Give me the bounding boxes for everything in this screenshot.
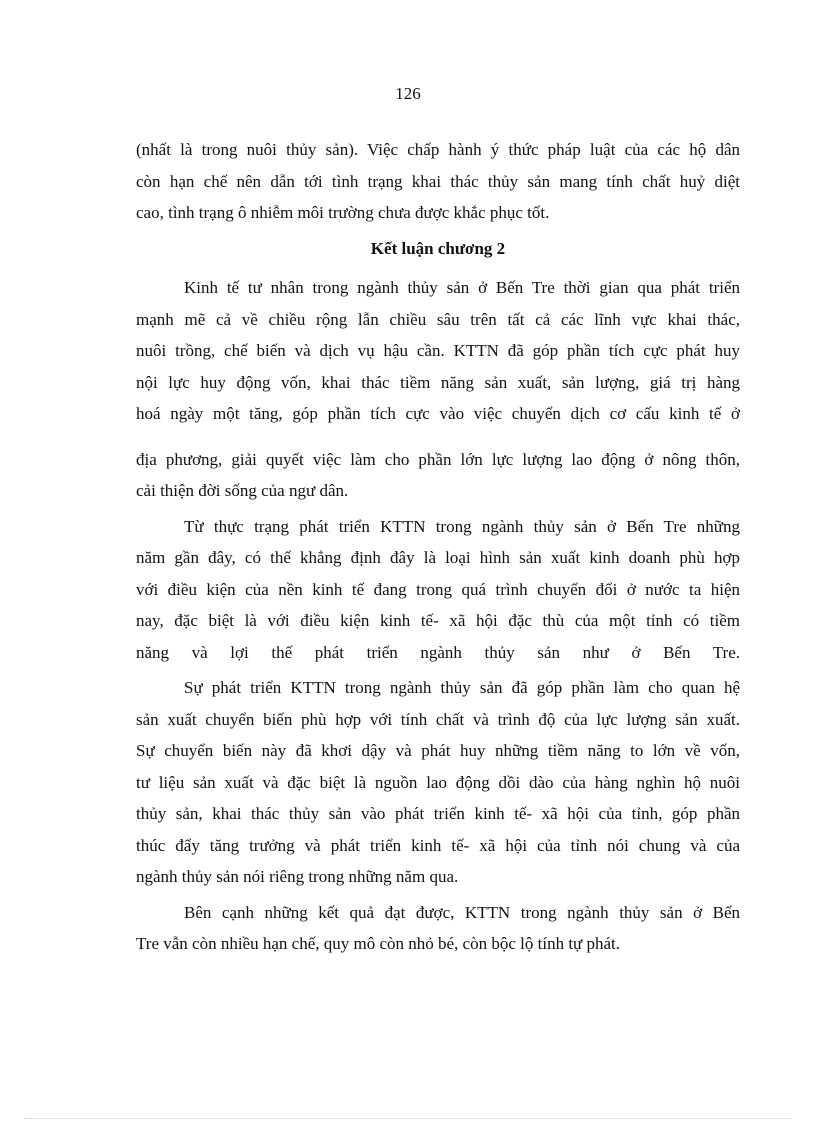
- text-line: năng và lợi thế phát triển ngành thủy sản như ở Bến Tre.: [136, 642, 740, 662]
- text-line: địa phương, giải quyết việc làm cho phần lớn lực lượng lao động ở nông thôn,: [136, 449, 740, 469]
- text-line: cải thiện đời sống của ngư dân.: [136, 481, 349, 500]
- section-heading: Kết luận chương 2: [370, 238, 506, 258]
- text-line: nay, đặc biệt là với điều kiện kinh tế- xã hội đặc thù của một tỉnh có tiềm: [136, 611, 740, 630]
- text-line: hoá ngày một tăng, góp phần tích cực vào việc chuyển dịch cơ cấu kinh tế ở: [136, 404, 740, 423]
- paragraph-4: [136, 897, 740, 960]
- paragraph-3: [136, 672, 740, 893]
- text-line: cao, tình trạng ô nhiễm môi trường chưa được khắc phục tốt.: [136, 203, 550, 222]
- text-line: Từ thực trạng phát triển KTTN trong ngành thủy sản ở Bến Tre những: [184, 516, 740, 536]
- page-body: [136, 134, 740, 964]
- text-line: sản xuất chuyển biến phù hợp với tính chất và trình độ của lực lượng sản xuất.: [136, 709, 740, 729]
- text-line: ngành thủy sản nói riêng trong những năm qua.: [136, 867, 459, 886]
- text-line: Bên cạnh những kết quả đạt được, KTTN trong ngành thủy sản ở Bến: [184, 902, 740, 922]
- text-line: (nhất là trong nuôi thủy sản). Việc chấp hành ý thức pháp luật của các hộ dân: [136, 140, 740, 159]
- page-number: 126: [395, 84, 421, 103]
- text-line: nội lực huy động vốn, khai thác tiềm năng sản xuất, sản lượng, giá trị hàng: [136, 372, 740, 392]
- text-line: nuôi trồng, chế biến và dịch vụ hậu cần. KTTN đã góp phần tích cực phát huy: [136, 341, 740, 360]
- text-line: năm gần đây, có thể khẳng định đây là loại hình sản xuất kinh doanh phù hợp: [136, 548, 740, 567]
- text-line: Sự phát triển KTTN trong ngành thủy sản đã góp phần làm cho quan hệ: [184, 678, 740, 697]
- intro-paragraph: [136, 134, 740, 229]
- text-line: thúc đẩy tăng trưởng và phát triển kinh tế- xã hội của tỉnh nói chung và của: [136, 835, 740, 855]
- text-line: với điều kiện của nền kinh tế đang trong quá trình chuyển đổi ở nước ta hiện: [136, 579, 740, 599]
- text-line: tư liệu sản xuất và đặc biệt là nguồn lao động dồi dào của hàng nghìn hộ nuôi: [136, 772, 740, 792]
- footer-divider: [24, 1118, 792, 1119]
- text-line: Tre vẫn còn nhiều hạn chế, quy mô còn nhỏ bé, còn bộc lộ tính tự phát.: [136, 934, 621, 953]
- text-line: Kinh tế tư nhân trong ngành thủy sản ở Bến Tre thời gian qua phát triển: [184, 278, 740, 297]
- paragraph-1: [136, 272, 740, 507]
- text-line: Sự chuyển biến này đã khơi dậy và phát huy những tiềm năng to lớn về vốn,: [136, 741, 740, 760]
- text-line: mạnh mẽ cả về chiều rộng lẫn chiều sâu trên tất cả các lĩnh vực khai thác,: [136, 309, 740, 329]
- text-line: thủy sản, khai thác thủy sản vào phát triển kinh tế- xã hội của tỉnh, góp phần: [136, 804, 740, 823]
- text-line: còn hạn chế nên dẫn tới tình trạng khai thác thủy sản mang tính chất huỷ diệt: [136, 171, 740, 191]
- paragraph-2: [136, 511, 740, 669]
